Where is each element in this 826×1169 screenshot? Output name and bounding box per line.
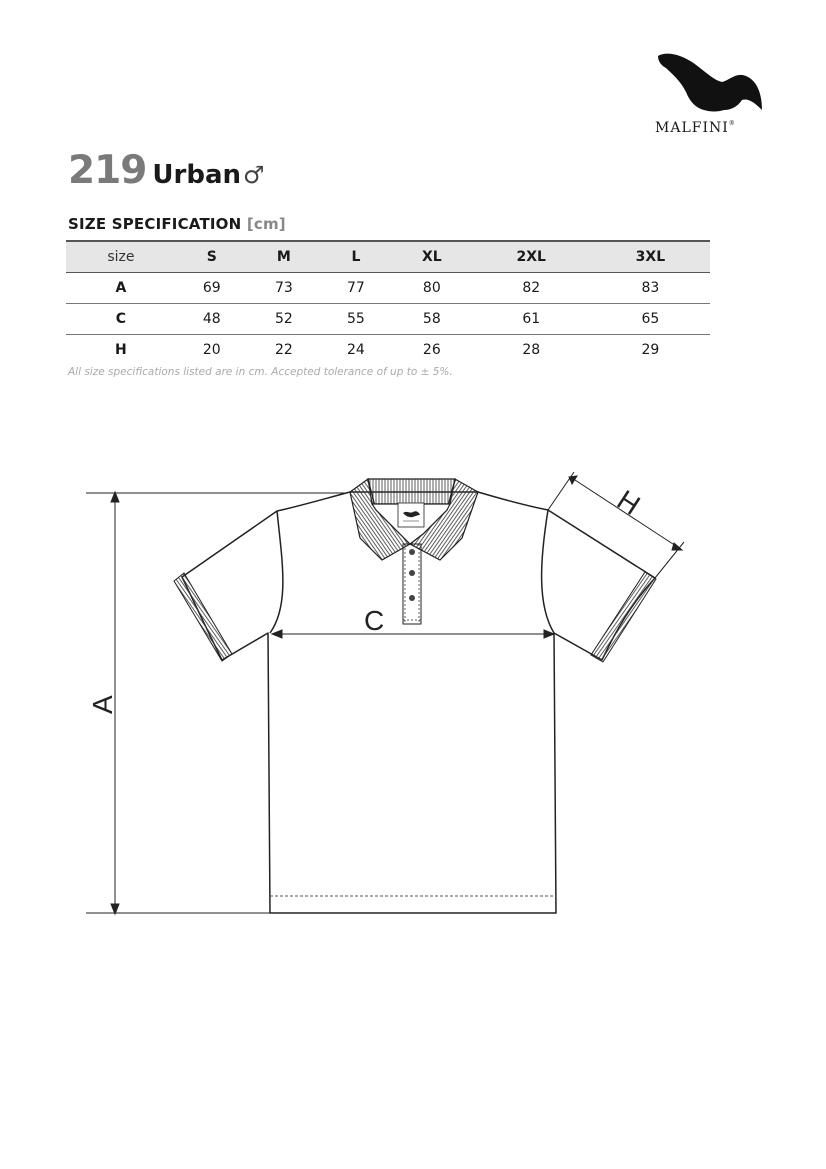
table-cell: 48 xyxy=(202,311,221,327)
table-cell: 61 xyxy=(522,311,541,327)
shirt-outline xyxy=(182,492,655,913)
size-table xyxy=(66,240,710,365)
brand-name: MALFINI xyxy=(655,120,729,136)
button-icon xyxy=(409,595,415,601)
table-cell: 69 xyxy=(202,280,221,296)
column-header: 3XL xyxy=(635,249,666,265)
column-header: S xyxy=(206,249,217,265)
neck-label xyxy=(398,503,424,527)
table-cell: 20 xyxy=(202,342,221,358)
registered-mark: ® xyxy=(728,120,735,127)
table-cell: 55 xyxy=(347,311,365,327)
table-cell: 28 xyxy=(522,342,541,358)
measure-h-label: H xyxy=(611,484,646,522)
product-code: 219 xyxy=(68,148,147,193)
table-row xyxy=(66,335,710,366)
male-icon: ♂ xyxy=(243,161,265,189)
column-header: XL xyxy=(421,249,442,265)
column-header: L xyxy=(351,249,361,265)
table-cell: 58 xyxy=(422,311,441,327)
row-label: H xyxy=(115,342,127,358)
table-row xyxy=(66,304,710,335)
measure-a-label: A xyxy=(87,695,118,714)
table-cell: 83 xyxy=(641,280,660,296)
table-cell: 22 xyxy=(274,342,293,358)
table-cell: 26 xyxy=(422,342,441,358)
malfini-logo xyxy=(648,52,773,138)
table-cell: 52 xyxy=(274,311,293,327)
tolerance-note: All size specifications listed are in cm. Accepted tolerance of up to ± 5%. xyxy=(68,366,453,378)
column-header: 2XL xyxy=(516,249,546,265)
table-cell: 65 xyxy=(641,311,660,327)
row-label: C xyxy=(115,311,127,327)
table-cell: 29 xyxy=(641,342,660,358)
spec-heading-text: SIZE SPECIFICATION xyxy=(68,215,242,233)
measure-c-label: C xyxy=(364,605,385,636)
table-row xyxy=(66,273,710,304)
spec-unit: [cm] xyxy=(246,215,286,233)
table-cell: 73 xyxy=(274,280,293,296)
table-cell: 80 xyxy=(422,280,441,296)
table-cell: 24 xyxy=(347,342,365,358)
table-cell: 77 xyxy=(347,280,365,296)
eagle-icon xyxy=(656,52,764,114)
table-cell: 82 xyxy=(522,280,541,296)
product-title xyxy=(68,148,265,193)
button-icon xyxy=(409,570,415,576)
column-header: M xyxy=(276,249,291,265)
row-label: A xyxy=(115,280,127,296)
column-header: size xyxy=(107,249,135,265)
size-header-row xyxy=(66,241,710,273)
button-icon xyxy=(409,549,415,555)
product-name: Urban xyxy=(152,160,242,190)
spec-heading xyxy=(68,215,286,233)
polo-shirt-diagram xyxy=(0,420,826,940)
